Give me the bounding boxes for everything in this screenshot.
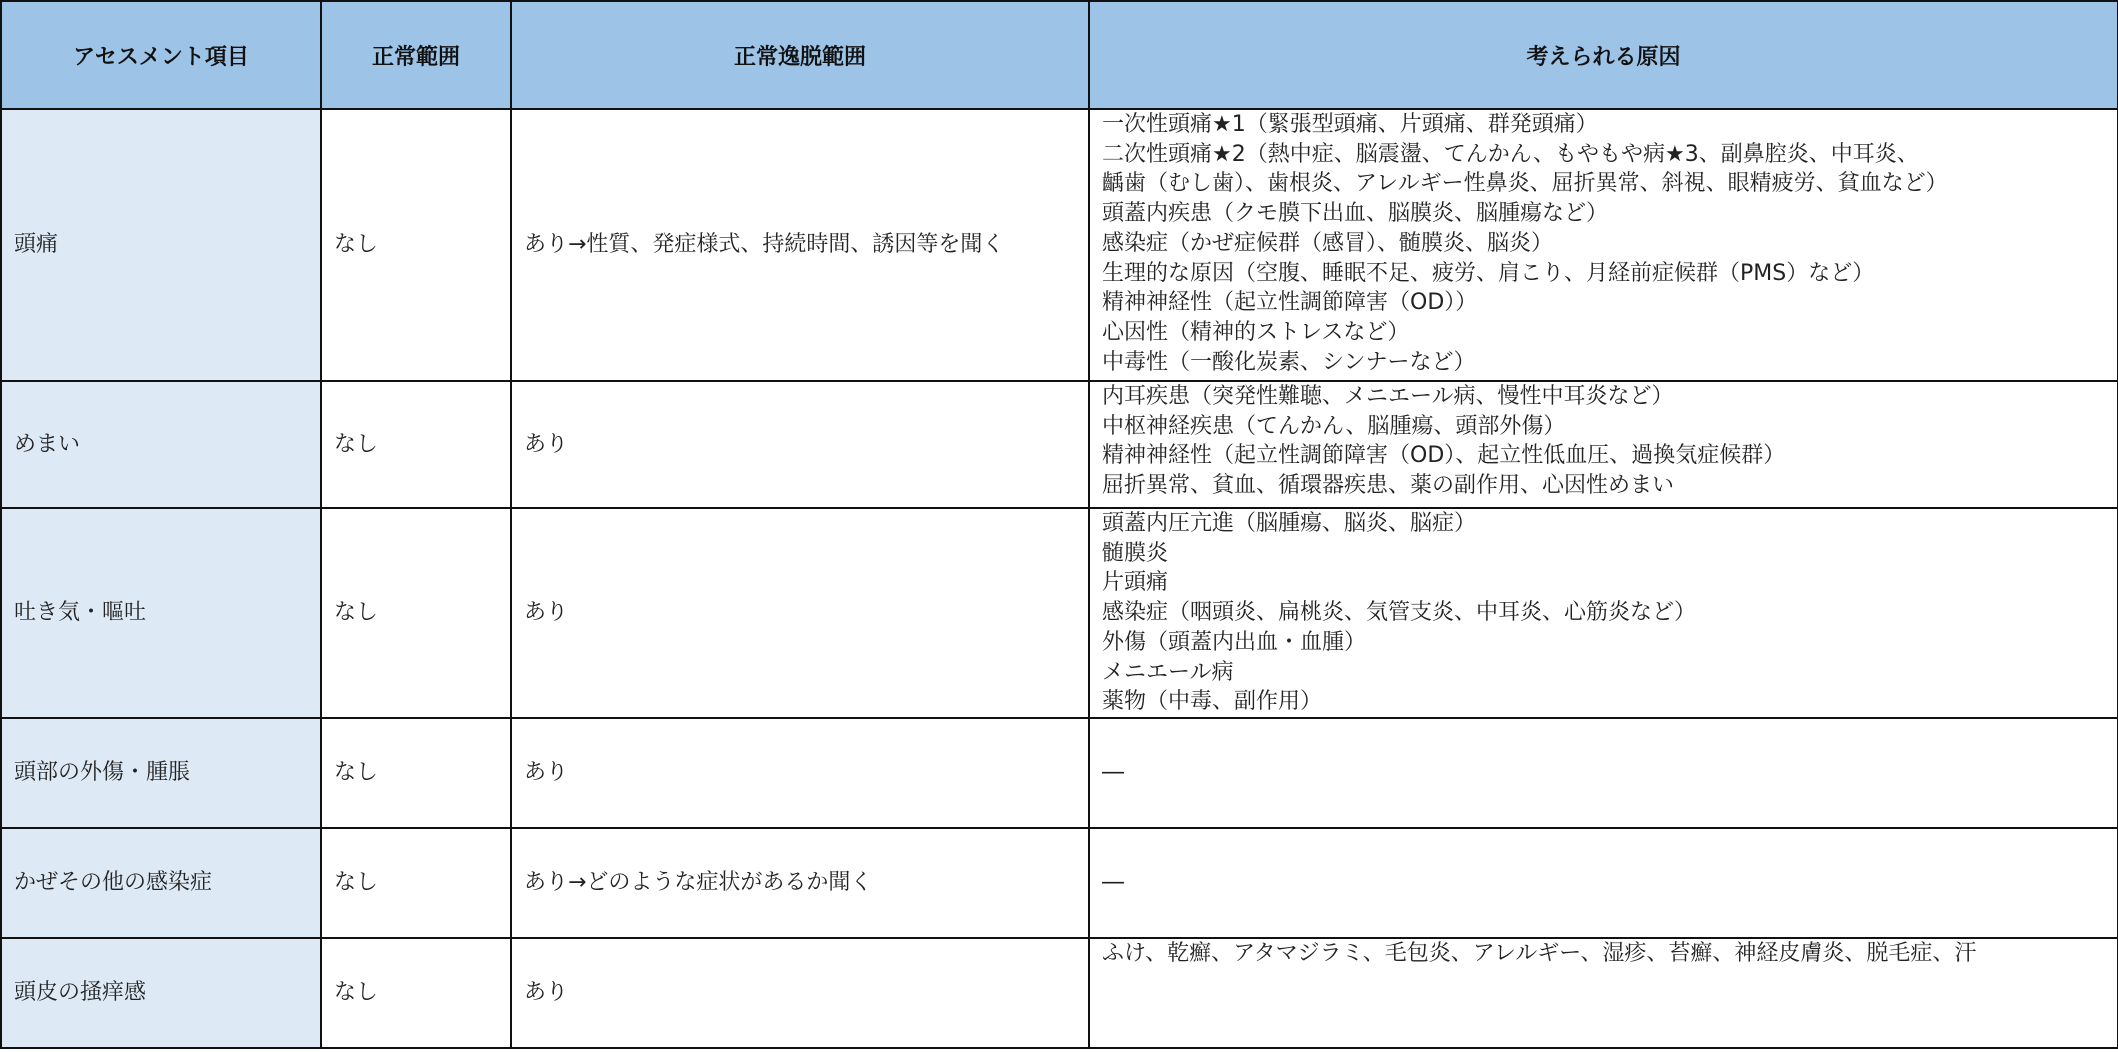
normal-range-cell: なし — [321, 828, 511, 938]
assessment-item-cell: 頭部の外傷・腫脹 — [1, 718, 321, 828]
cause-line: 精神神経性（起立性調節障害（OD）、起立性低血圧、過換気症候群） — [1102, 443, 1786, 469]
cause-line: 感染症（咽頭炎、扁桃炎、気管支炎、中耳炎、心筋炎など） — [1102, 600, 1697, 626]
abnormal-range-cell: あり→性質、発症様式、持続時間、誘因等を聞く — [511, 109, 1089, 381]
causes-cell — [1089, 508, 2118, 718]
table-row — [1, 381, 2118, 508]
header-abnormal-range: 正常逸脱範囲 — [511, 1, 1089, 109]
header-assessment-item: アセスメント項目 — [1, 1, 321, 109]
cause-line: 中枢神経疾患（てんかん、脳腫瘍、頭部外傷） — [1102, 413, 1566, 439]
cause-line: 薬物（中毒、副作用） — [1102, 689, 1323, 715]
causes-cell — [1089, 938, 2118, 1048]
table-row — [1, 109, 2118, 381]
assessment-item-cell: 吐き気・嘔吐 — [1, 508, 321, 718]
cause-line: 髄膜炎 — [1102, 540, 1169, 566]
causes-cell — [1089, 718, 2118, 828]
assessment-item-cell: かぜその他の感染症 — [1, 828, 321, 938]
cause-line: 片頭痛 — [1102, 570, 1169, 596]
header-row — [1, 1, 2118, 109]
cause-line: ― — [1102, 870, 1124, 896]
cause-line: 内耳疾患（突発性難聴、メニエール病、慢性中耳炎など） — [1102, 384, 1674, 409]
cause-line: 一次性頭痛★1（緊張型頭痛、片頭痛、群発頭痛） — [1102, 112, 1598, 137]
table-row — [1, 718, 2118, 828]
cause-line: 頭蓋内圧亢進（脳腫瘍、脳炎、脳症） — [1102, 511, 1477, 536]
abnormal-range-cell: あり — [511, 718, 1089, 828]
causes-cell — [1089, 828, 2118, 938]
cause-line: 二次性頭痛★2（熱中症、脳震盪、てんかん、もやもや病★3、副鼻腔炎、中耳炎、 — [1102, 141, 1919, 167]
normal-range-cell: なし — [321, 508, 511, 718]
assessment-item-cell: めまい — [1, 381, 321, 508]
cause-line: 生理的な原因（空腹、睡眠不足、疲労、肩こり、月経前症候群（PMS）など） — [1102, 260, 1875, 286]
cause-line: 精神神経性（起立性調節障害（OD）） — [1102, 290, 1478, 316]
normal-range-cell: なし — [321, 938, 511, 1048]
table-row — [1, 828, 2118, 938]
abnormal-range-cell: あり — [511, 508, 1089, 718]
abnormal-range-cell: あり — [511, 381, 1089, 508]
causes-cell — [1089, 109, 2118, 381]
abnormal-range-cell: あり→どのような症状があるか聞く — [511, 828, 1089, 938]
cause-line: ふけ、乾癬、アタマジラミ、毛包炎、アレルギー、湿疹、苔癬、神経皮膚炎、脱毛症、汗 — [1102, 941, 1977, 966]
assessment-item-cell: 頭皮の掻痒感 — [1, 938, 321, 1048]
cause-line: 外傷（頭蓋内出血・血腫） — [1102, 629, 1367, 655]
cause-line: 感染症（かぜ症候群（感冒）、髄膜炎、脳炎） — [1102, 230, 1554, 256]
cause-line: 屈折異常、貧血、循環器疾患、薬の副作用、心因性めまい — [1102, 473, 1675, 499]
table-row — [1, 938, 2118, 1048]
header-normal-range: 正常範囲 — [321, 1, 511, 109]
cause-line: メニエール病 — [1102, 659, 1234, 685]
cause-line: 中毒性（一酸化炭素、シンナーなど） — [1102, 349, 1476, 375]
cause-line: 心因性（精神的ストレスなど） — [1102, 319, 1410, 345]
table-row — [1, 508, 2118, 718]
cause-line: ― — [1102, 760, 1124, 786]
assessment-item-cell: 頭痛 — [1, 109, 321, 381]
normal-range-cell: なし — [321, 381, 511, 508]
header-possible-causes: 考えられる原因 — [1089, 1, 2118, 109]
normal-range-cell: なし — [321, 718, 511, 828]
causes-cell — [1089, 381, 2118, 508]
cause-line: 頭蓋内疾患（クモ膜下出血、脳膜炎、脳腫瘍など） — [1102, 201, 1609, 227]
abnormal-range-cell: あり — [511, 938, 1089, 1048]
cause-line: 齲歯（むし歯）、歯根炎、アレルギー性鼻炎、屈折異常、斜視、眼精疲労、貧血など） — [1102, 171, 1948, 197]
normal-range-cell: なし — [321, 109, 511, 381]
